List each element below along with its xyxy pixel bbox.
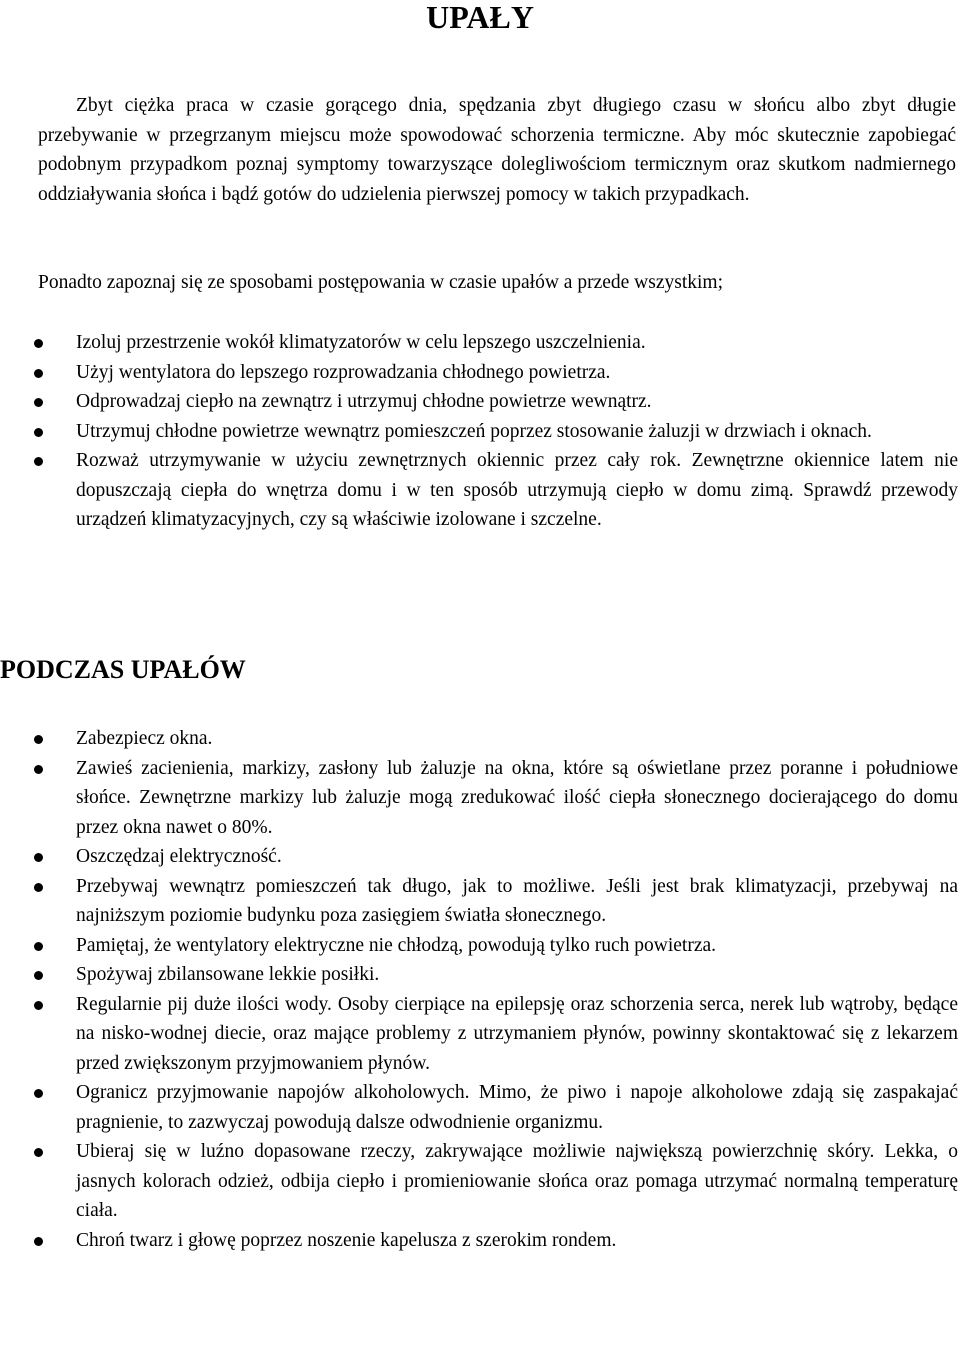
list-item: [0, 1226, 958, 1256]
prevention-list: [0, 328, 958, 535]
list-item: [0, 446, 958, 535]
section-heading: PODCZAS UPAŁÓW: [0, 655, 246, 684]
list-item-text: Pamiętaj, że wentylatory elektryczne nie chłodzą, powodują tylko ruch powietrza.: [76, 934, 717, 956]
bullet-icon: [34, 971, 43, 980]
bullet-icon: [34, 942, 43, 951]
bullet-icon: [34, 1001, 43, 1010]
document-title: UPAŁY: [426, 0, 534, 35]
list-item-text: Rozważ utrzymywanie w użyciu zewnętrznych okiennic przez cały rok. Zewnętrzne okiennice latem nie dopuszczają ciepła do wnętrza domu i w ten sposób utrzymują ciepło w domu zimą. Sprawdź przewody urządzeń klimatyzacyjnych, czy są właściwie izolowane i szczelne.: [76, 450, 958, 530]
list-item: [0, 1078, 958, 1137]
list-item: [0, 1137, 958, 1226]
bullet-icon: [34, 457, 43, 466]
list-item-text: Spożywaj zbilansowane lekkie posiłki.: [76, 964, 380, 985]
bullet-icon: [34, 883, 43, 892]
list-item: [0, 387, 958, 417]
bullet-icon: [34, 339, 43, 348]
list-item-text: Użyj wentylatora do lepszego rozprowadzania chłodnego powietrza.: [76, 361, 611, 383]
list-item: [0, 724, 958, 754]
bullet-icon: [34, 428, 43, 437]
list-item: [0, 328, 958, 358]
list-item-text: Przebywaj wewnątrz pomieszczeń tak długo, jak to możliwe. Jeśli jest brak klimatyzacji, przebywaj na najniższym poziomie budynku poza zasięgiem światła słonecznego.: [76, 875, 958, 926]
list-item-text: Zawieś zacienienia, markizy, zasłony lub żaluzje na okna, które są oświetlane przez poranne i południowe słońce. Zewnętrzne markizy lub żaluzje mogą zredukować ilość ciepła słonecznego docierającego do domu przez okna nawet o 80%.: [76, 757, 958, 838]
bullet-icon: [34, 398, 43, 407]
list-item-text: Izoluj przestrzenie wokół klimatyzatorów w celu lepszego uszczelnienia.: [76, 332, 646, 353]
bullet-icon: [34, 853, 43, 862]
list-item: [0, 358, 958, 388]
lead-paragraph: Ponadto zapoznaj się ze sposobami postępowania w czasie upałów a przede wszystkim;: [38, 272, 724, 293]
list-item: [0, 842, 958, 872]
bullet-icon: [34, 735, 43, 744]
list-item: [0, 960, 958, 990]
bullet-icon: [34, 1148, 43, 1157]
bullet-icon: [34, 1089, 43, 1098]
bullet-icon: [34, 765, 43, 774]
list-item-text: Chroń twarz i głowę poprzez noszenie kapelusza z szerokim rondem.: [76, 1229, 617, 1251]
list-item-text: Odprowadzaj ciepło na zewnątrz i utrzymuj chłodne powietrze wewnątrz.: [76, 391, 652, 412]
list-item: [0, 990, 958, 1079]
list-item-text: Regularnie pij duże ilości wody. Osoby cierpiące na epilepsję oraz schorzenia serca, nerek lub wątroby, będące na nisko-wodnej diecie, oraz mające problemy z utrzymaniem płynów, powinny skontaktować się z lekarzem przed zwiększonym przyjmowaniem płynów.: [76, 993, 958, 1074]
bullet-icon: [34, 369, 43, 378]
list-item: [0, 417, 958, 447]
list-item: [0, 754, 958, 843]
list-item-text: Ubieraj się w luźno dopasowane rzeczy, zakrywające możliwie największą powierzchnię skóry. Lekka, o jasnych kolorach odzież, odbija ciepło i promieniowanie słońca oraz pomaga utrzymać normalną temperaturę ciała.: [76, 1141, 958, 1221]
bullet-icon: [34, 1237, 43, 1246]
list-item: [0, 931, 958, 961]
during-heat-list: [0, 724, 958, 1255]
list-item-text: Utrzymuj chłodne powietrze wewnątrz pomieszczeń poprzez stosowanie żaluzji w drzwiach i oknach.: [76, 420, 872, 442]
list-item-text: Ogranicz przyjmowanie napojów alkoholowych. Mimo, że piwo i napoje alkoholowe zdają się zaspakajać pragnienie, to zazwyczaj powodują dalsze odwodnienie organizmu.: [76, 1082, 958, 1133]
intro-paragraph: Zbyt ciężka praca w czasie gorącego dnia, spędzania zbyt długiego czasu w słońcu albo zbyt długie przebywanie w przegrzanym miejscu może spowodować schorzenia termiczne. Aby móc skutecznie zapobiegać podobnym przypadkom poznaj symptomy towarzyszące dolegliwościom termicznym oraz skutkom nadmiernego oddziaływania słońca i bądź gotów do udzielenia pierwszej pomocy w takich przypadkach.: [38, 95, 956, 205]
list-item: [0, 872, 958, 931]
list-item-text: Zabezpiecz okna.: [76, 728, 213, 749]
list-item-text: Oszczędzaj elektryczność.: [76, 846, 282, 867]
